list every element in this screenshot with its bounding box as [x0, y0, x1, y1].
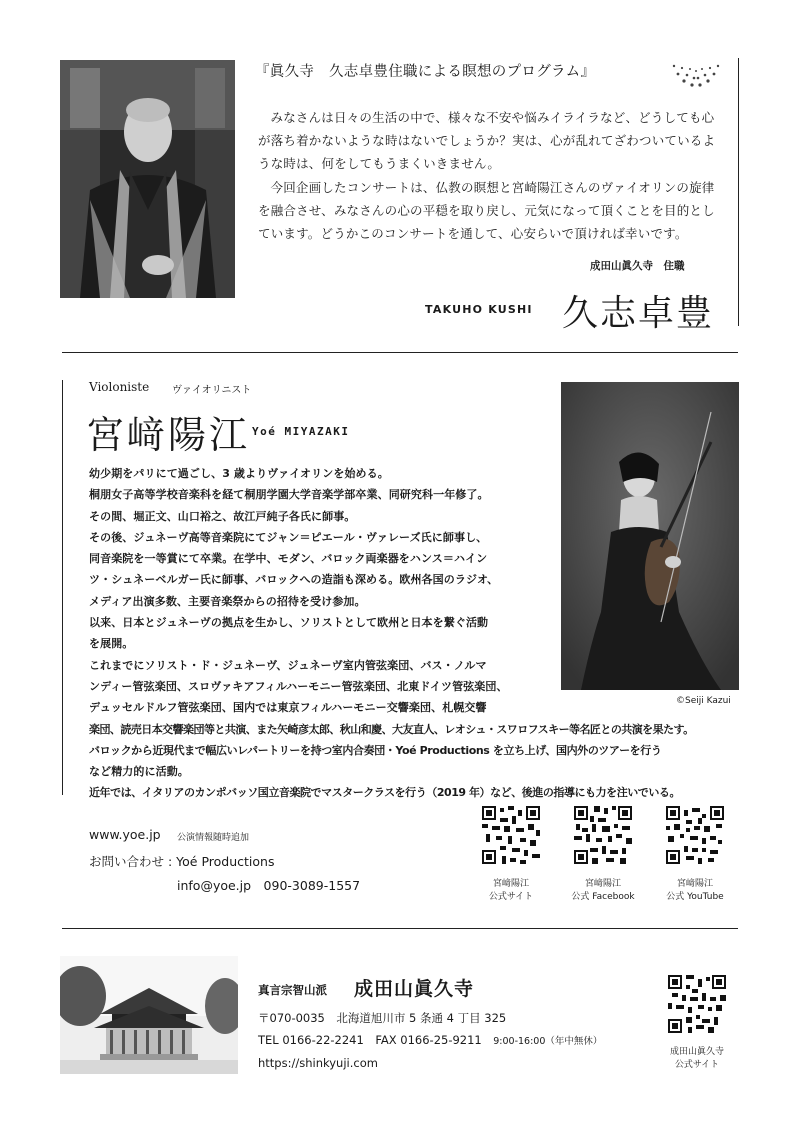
- temple-hours: 9:00-16:00（年中無休）: [493, 1036, 603, 1047]
- bio-line: その後、ジュネーヴ高等音楽院にてジャン＝ピエール・ヴァレーズ氏に師事し、: [89, 530, 488, 544]
- bio-line: 楽団、読売日本交響楽団等と共演、また矢崎彦太郎、秋山和慶、大友直人、レオシュ・スワロフスキー等名匠との共演を果たす。: [89, 722, 694, 736]
- temple-sect: 真言宗智山派: [258, 983, 327, 997]
- bio-line: ツ・シュネーベルガー氏に師事、バロックへの造詣も深める。欧州各国のラジオ、: [89, 573, 499, 587]
- website-link[interactable]: www.yoe.jp: [89, 827, 161, 842]
- bio-line: バロックから近現代まで幅広いレパートリーを持つ室内合奏団・Yoé Productions を立ち上げ、国内外のツアーを行う: [89, 743, 662, 757]
- bio-line: 近年では、イタリアのカンポバッソ国立音楽院でマスタークラスを行う（2019 年）など、後進の指導にも力を注いでいる。: [89, 786, 681, 800]
- temple-photo: [60, 956, 238, 1074]
- bio-line: 桐朋女子高等学校音楽科を経て桐朋学園大学音楽学部卒業、同研究科一年修了。: [89, 488, 489, 502]
- program-intro: [258, 106, 724, 245]
- bio-line: を展開。: [89, 637, 134, 651]
- qr-caption: 宮﨑陽江 公式 YouTube: [666, 879, 724, 902]
- section-divider: [62, 928, 738, 929]
- bio-line: その間、堀正文、山口裕之、故江戸純子各氏に師事。: [89, 509, 356, 523]
- dots-ornament-icon: [668, 58, 724, 88]
- vertical-rule: [62, 380, 63, 795]
- contact-label: お問い合わせ : Yoé Productions: [89, 854, 275, 869]
- priest-name-jp: 久志卓豊: [562, 293, 715, 334]
- priest-title: 成田山眞久寺 住職: [590, 260, 685, 272]
- artist-role-jp: ヴァイオリニスト: [172, 385, 252, 396]
- bio-line: デュッセルドルフ管弦楽団、国内では東京フィルハーモニー交響楽団、札幌交響: [89, 701, 487, 715]
- temple-url-link[interactable]: https://shinkyuji.com: [258, 1056, 378, 1070]
- photo-credit: ©Seiji Kazui: [676, 696, 731, 706]
- intro-paragraph: みなさんは日々の生活の中で、様々な不安や悩みイライラなど、どうしても心が落ち着かないような時はないでしょうか？実は、心が乱れてざわついているような時は、何をしてもうまくいきません。: [258, 110, 716, 172]
- temple-tel-fax: [258, 1032, 602, 1048]
- artist-name-jp: 宮﨑陽江: [86, 413, 251, 457]
- bio-line: 以来、日本とジュネーヴの拠点を生かし、ソリストとして欧州と日本を繋ぐ活動: [89, 616, 489, 630]
- qr-code-icon[interactable]: [668, 975, 726, 1033]
- program-title: 『眞久寺 久志卓豊住職による瞑想のプログラム』: [255, 64, 596, 80]
- artist-name-en: Yoé MIYAZAKI: [252, 425, 350, 438]
- priest-name-en: TAKUHO KUSHI: [425, 303, 533, 316]
- qr-caption: 宮﨑陽江 公式 Facebook: [571, 879, 635, 902]
- vertical-rule: [738, 58, 739, 326]
- intro-paragraph: 今回企画したコンサートは、仏教の瞑想と宮崎陽江さんのヴァイオリンの旋律を融合させ、みなさんの心の平穏を取り戻し、元気になって頂くことを目的としています。どうかこのコンサートを通して、心安らいで頂ければ幸いです。: [258, 179, 715, 242]
- priest-photo: [60, 60, 235, 298]
- artist-bio: [89, 463, 694, 804]
- bio-line: メディア出演多数、主要音楽祭からの招待を受け参加。: [89, 594, 366, 608]
- section-divider: [62, 352, 738, 353]
- bio-line: 幼少期をパリにて過ごし、3 歳よりヴァイオリンを始める。: [89, 467, 389, 480]
- contact-email-phone[interactable]: info@yoe.jp 090-3089-1557: [177, 878, 361, 893]
- temple-tel-fax-text: TEL 0166-22-2241 FAX 0166-25-9211: [258, 1033, 482, 1047]
- bio-line: ンディー管弦楽団、スロヴァキアフィルハーモニー管弦楽団、北東ドイツ管弦楽団、: [89, 679, 508, 693]
- temple-address: 〒070-0035 北海道旭川市 5 条通 4 丁目 325: [258, 1011, 507, 1025]
- qr-code-icon[interactable]: [666, 806, 724, 864]
- bio-line: など精力的に活動。: [89, 765, 189, 779]
- website-note: 公演情報随時追加: [177, 833, 250, 843]
- qr-caption: 宮﨑陽江 公式サイト: [488, 879, 534, 902]
- qr-code-icon[interactable]: [482, 806, 540, 864]
- qr-caption: 成田山眞久寺 公式サイト: [669, 1047, 724, 1070]
- temple-name: 成田山眞久寺: [354, 978, 475, 1000]
- bio-line: 同音楽院を一等賞にて卒業。在学中、モダン、バロック両楽器をハンス＝ハイン: [89, 552, 488, 566]
- bio-line: これまでにソリスト・ド・ジュネーヴ、ジュネーヴ室内管弦楽団、バス・ノルマ: [89, 658, 487, 672]
- artist-role-en: Violoniste: [89, 380, 150, 394]
- qr-code-icon[interactable]: [574, 806, 632, 864]
